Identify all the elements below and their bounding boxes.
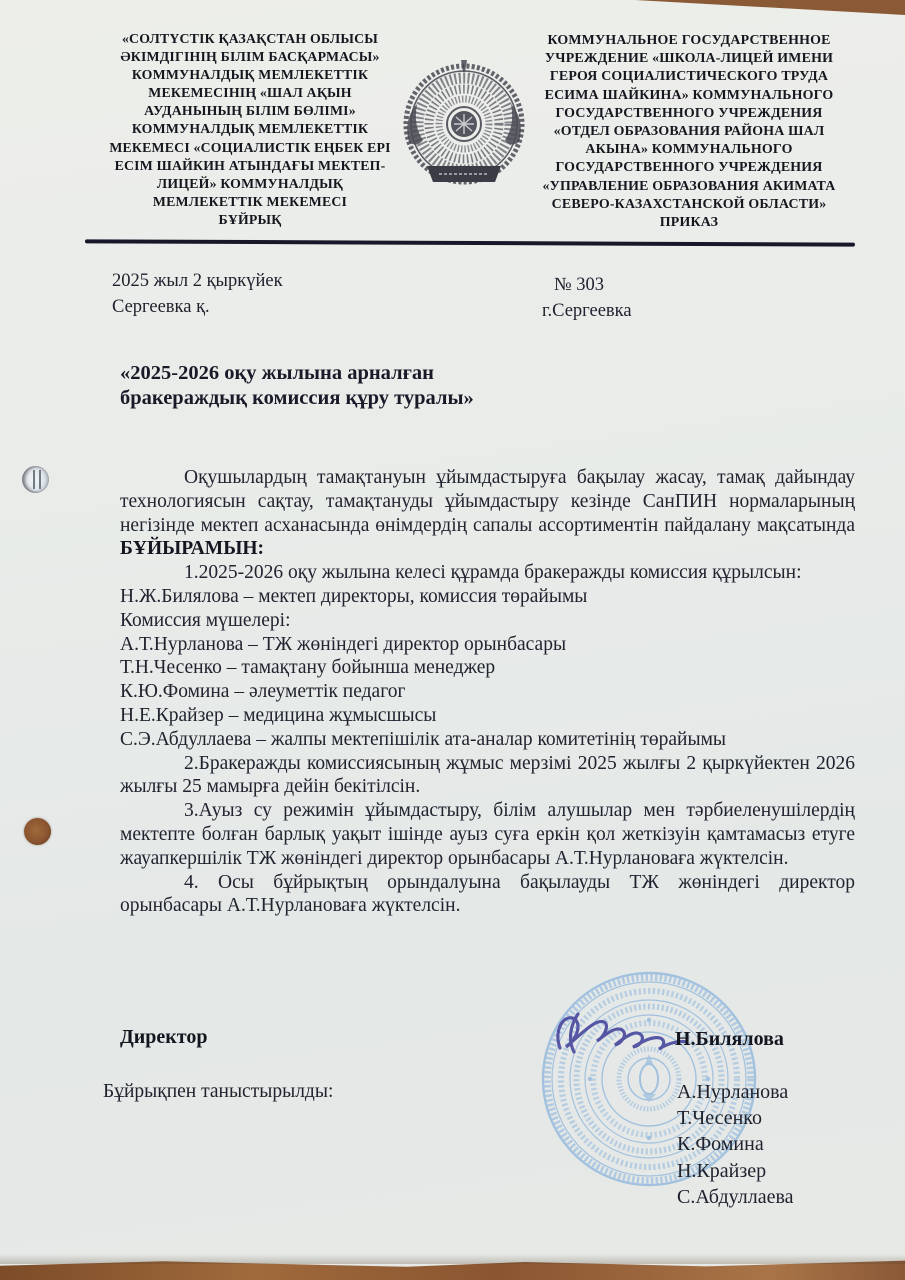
doc-place-kazakh: Сергеевка қ. xyxy=(112,296,210,317)
preamble-text: Оқушылардың тамақтануын ұйымдастыруға бақылау жасау, тамақ дайындау технологиясын сақтау, тамақтануды ұйымдастыру кезінде СанПИН нормаларының негізінде мектеп асханасында өнімдердің сапалы ассортиментін пайдалану мақсатында xyxy=(120,467,855,536)
acknowledgment-names xyxy=(677,1079,794,1210)
doc-type-russian: ПРИКАЗ xyxy=(659,215,719,231)
org-line: «СОЛТҮСТІК ҚАЗАҚСТАН ОБЛЫСЫ xyxy=(121,31,379,46)
org-header-russian xyxy=(500,32,878,232)
ack-name: А.Нурланова xyxy=(677,1081,789,1103)
header-divider-line xyxy=(85,239,855,246)
number-place-block xyxy=(542,273,632,324)
org-line: МЕКЕМЕСІ «СОЦИАЛИСТІК ЕҢБЕК ЕРІ xyxy=(109,139,391,155)
signature-role-label: Директор xyxy=(120,1026,208,1048)
order-verb-bold: БҰЙЫРАМЫН: xyxy=(120,538,265,560)
ack-name: Т.Чесенко xyxy=(677,1107,762,1130)
org-line: КОММУНАЛЬНОЕ ГОСУДАРСТВЕННОЕ xyxy=(547,33,831,48)
commission-line: А.Т.Нурланова – ТЖ жөніндегі директор орынбасары xyxy=(120,633,567,655)
org-line: УЧРЕЖДЕНИЕ «ШКОЛА-ЛИЦЕЙ ИМЕНИ xyxy=(544,51,834,67)
order-title-line: «2025-2026 оқу жылына арналған xyxy=(120,362,434,384)
doc-number: № 303 xyxy=(554,275,605,295)
org-line: «ОТДЕЛ ОБРАЗОВАНИЯ РАЙОНА ШАЛ xyxy=(553,124,825,140)
doc-date: 2025 жыл 2 қыркүйек xyxy=(112,271,283,291)
order-body xyxy=(120,466,855,918)
order-item-1: 1.2025-2026 оқу жылына келесі құрамда бракеражды комиссия құрылсын: xyxy=(184,562,802,584)
punch-hole-bottom xyxy=(24,818,51,845)
org-line: ЕСІМ ШАЙКИН АТЫНДАҒЫ МЕКТЕП- xyxy=(114,157,386,173)
punch-hole-top xyxy=(22,466,49,493)
org-line: «УПРАВЛЕНИЕ ОБРАЗОВАНИЯ АКИМАТА xyxy=(542,178,836,194)
org-line: АУДАНЫНЫҢ БІЛІМ БӨЛІМІ» xyxy=(144,103,356,119)
director-handwritten-signature xyxy=(552,1010,690,1062)
page-bottom-shadow xyxy=(0,1254,905,1264)
order-item-4: 4. Осы бұйрықтың орындалуына бақылауды ТЖ жөніндегі директор орынбасары А.Т.Нурлановаға жүктелсін. xyxy=(120,871,855,917)
director-name: Н.Билялова xyxy=(675,1028,784,1050)
org-line: КОММУНАЛДЫҚ МЕМЛЕКЕТТІК xyxy=(131,67,369,83)
ack-name: С.Абдуллаева xyxy=(677,1185,794,1208)
org-line: СЕВЕРО-КАЗАХСТАНСКОЙ ОБЛАСТИ» xyxy=(551,196,827,212)
desk-corner-top-right xyxy=(635,0,905,15)
org-header-kazakh xyxy=(90,30,410,229)
org-line: МЕМЛЕКЕТТІК МЕКЕМЕСІ xyxy=(152,193,348,209)
order-title-line: бракераждық комиссия құру туралы» xyxy=(120,386,474,409)
order-item-2: 2.Бракеражды комиссиясының жұмыс мерзімі 2025 жылғы 2 қыркүйектен 2026 жылғы 25 мамырға дейін бекітілсін. xyxy=(120,752,855,798)
doc-type-kazakh: БҰЙРЫҚ xyxy=(218,211,282,227)
commission-line: Н.Е.Крайзер – медицина жұмысшысы xyxy=(120,704,437,726)
doc-place-russian: г.Сергеевка xyxy=(542,300,632,321)
commission-line: К.Ю.Фомина – әлеуметтік педагог xyxy=(120,681,406,703)
ack-name: Н.Крайзер xyxy=(677,1159,767,1182)
org-line: ЕСИМА ШАЙКИНА» КОММУНАЛЬНОГО xyxy=(544,87,834,103)
order-item-3: 3.Ауыз су режимін ұйымдастыру, білім алушылар мен тәрбиеленушілердің мектепте болған барлық уақыт ішінде ауыз суға еркін қол жеткізуін қамтамасыз етуге жауапкершілік ТЖ жөніндегі директор орынбасары А.Т.Нурлановаға жүктелсін. xyxy=(120,800,855,869)
org-line: МЕКЕМЕСІНІҢ «ШАЛ АҚЫН xyxy=(148,85,352,101)
org-line: ГЕРОЯ СОЦИАЛИСТИЧЕСКОГО ТРУДА xyxy=(549,69,829,85)
acknowledgment-label: Бұйрықпен таныстырылды: xyxy=(103,1081,334,1102)
commission-line: Комиссия мүшелері: xyxy=(120,609,291,631)
commission-line: С.Э.Абдуллаева – жалпы мектепішілік ата-аналар комитетінің төрайымы xyxy=(120,728,727,750)
org-line: ГОСУДАРСТВЕННОГО УЧРЕЖДЕНИЯ xyxy=(555,105,823,121)
commission-line: Н.Ж.Билялова – мектеп директоры, комиссия төрайымы xyxy=(120,585,588,607)
org-line: ӘКІМДІГІНІҢ БІЛІМ БАСҚАРМАСЫ» xyxy=(120,49,380,65)
commission-line: Т.Н.Чесенко – тамақтану бойынша менеджер xyxy=(120,657,496,679)
order-title xyxy=(120,361,680,411)
org-line: ГОСУДАРСТВЕННОГО УЧРЕЖДЕНИЯ xyxy=(555,160,823,176)
date-place-block xyxy=(112,269,283,320)
org-line: ЛИЦЕЙ» КОММУНАЛДЫҚ xyxy=(156,175,344,191)
org-line: КОММУНАЛДЫҚ МЕМЛЕКЕТТІК xyxy=(131,121,369,137)
preamble-paragraph xyxy=(120,466,855,561)
ack-name: К.Фомина xyxy=(677,1133,764,1156)
org-line: АКЫНА» КОММУНАЛЬНОГО xyxy=(585,142,793,158)
